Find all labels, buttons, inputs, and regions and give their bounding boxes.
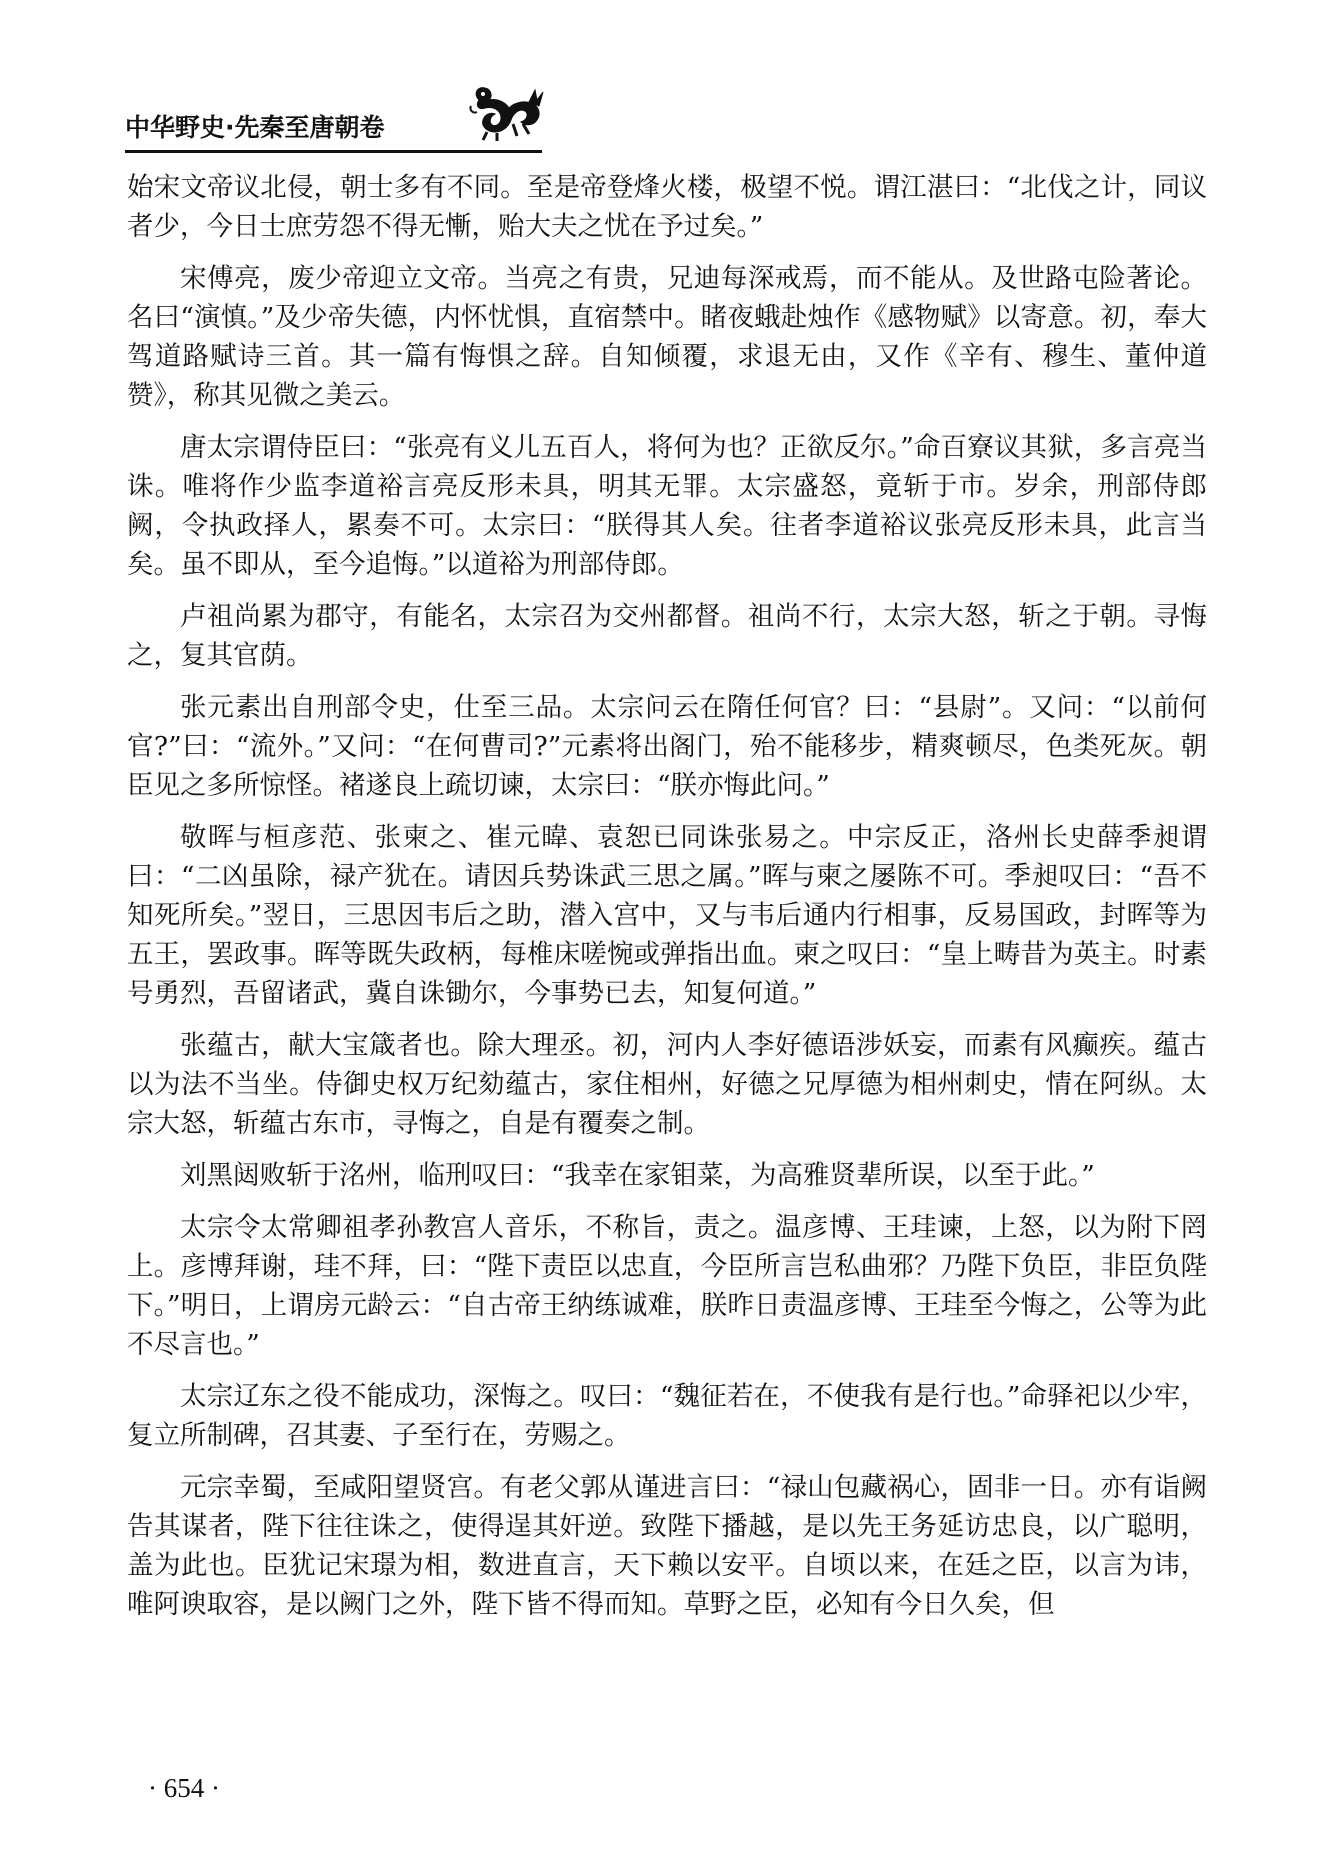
paragraph: 宋傅亮，废少帝迎立文帝。当亮之有贵，兄迪每深戒焉，而不能从。及世路屯险著论。名曰“演慎。”及少帝失德，内怀忧惧，直宿禁中。睹夜蛾赴烛作《感物赋》以寄意。初，奉大驾道路赋诗三首。其一篇有悔惧之辞。自知倾覆，求退无由，又作《辛有、穆生、董仲道赞》，称其见微之美云。 (127, 263, 1207, 411)
paragraph: 刘黑闼败斩于洺州，临刑叹曰：“我幸在家钼菜，为高雅贤辈所误，以至于此。” (180, 1160, 1095, 1191)
book-title: 中华野史·先秦至唐朝卷 (125, 113, 385, 142)
paragraph: 张蕴古，献大宝箴者也。除大理丞。初，河内人李好德语涉妖妄，而素有风癫疾。蕴古以为法不当坐。侍御史权万纪劾蕴古，家住相州，好德之兄厚德为相州刺史，情在阿纵。太宗大怒，斩蕴古东市，寻悔之，自是有覆奏之制。 (127, 1030, 1207, 1139)
paragraph: 元宗幸蜀，至咸阳望贤宫。有老父郭从谨进言曰：“禄山包藏祸心，固非一日。亦有诣阙告其谋者，陛下往往诛之，使得逞其奸逆。致陛下播越，是以先王务延访忠良，以广聪明，盖为此也。臣犹记宋璟为相，数进直言，天下赖以安平。自顷以来，在廷之臣，以言为讳，唯阿谀取容，是以阙门之外，陛下皆不得而知。草野之臣，必知有今日久矣，但 (127, 1472, 1207, 1620)
paragraph: 唐太宗谓侍臣曰：“张亮有义儿五百人，将何为也？正欲反尔。”命百寮议其狱，多言亮当诛。唯将作少监李道裕言亮反形未具，明其无罪。太宗盛怒，竟斩于市。岁余，刑部侍郎阙，令执政择人，累奏不可。太宗曰：“朕得其人矣。往者李道裕议张亮反形未具，此言当矣。虽不即从，至今追悔。”以道裕为刑部侍郎。 (127, 432, 1207, 580)
page-number: · 654 · (148, 1773, 220, 1803)
paragraph: 张元素出自刑部令史，仕至三品。太宗问云在隋任何官？曰：“县尉”。又问：“以前何官?”曰：“流外。”又问：“在何曹司?”元素将出阁门，殆不能移步，精爽顿尽，色类死灰。朝臣见之多所惊怪。褚遂良上疏切谏，太宗曰：“朕亦悔此问。” (127, 692, 1207, 801)
running-header (125, 80, 545, 150)
paragraph: 太宗令太常卿祖孝孙教宫人音乐，不称旨，责之。温彦博、王珪谏，上怒，以为附下罔上。彦博拜谢，珪不拜，曰：“陛下责臣以忠直，今臣所言岂私曲邪？乃陛下负臣，非臣负陛下。”明日，上谓房元龄云：“自古帝王纳练诚难，朕昨日责温彦博、王珪至今悔之，公等为此不尽言也。” (127, 1212, 1207, 1360)
paragraph: 卢祖尚累为郡守，有能名，太宗召为交州都督。祖尚不行，太宗大怒，斩之于朝。寻悔之，复其官荫。 (127, 601, 1207, 671)
paragraph: 敬晖与桓彦范、张柬之、崔元暐、袁恕已同诛张易之。中宗反正，洛州长史薛季昶谓曰：“二凶虽除，禄产犹在。请因兵势诛武三思之属。”晖与柬之屡陈不可。季昶叹曰：“吾不知死所矣。”翌日，三思因韦后之助，潜入宫中，又与韦后通内行相事，反易国政，封晖等为五王，罢政事。晖等既失政柄，每椎床嗟惋或弹指出血。柬之叹曰：“皇上畴昔为英主。时素号勇烈，吾留诸武，冀自诛锄尔，今事势已去，知复何道。” (127, 822, 1207, 1009)
paragraph: 始宋文帝议北侵，朝士多有不同。至是帝登烽火楼，极望不悦。谓江湛曰：“北伐之计，同议者少，今日士庶劳怨不得无慚，贻大夫之忧在予过矣。” (127, 172, 1207, 242)
header-rule (125, 150, 542, 153)
dragon-emblem-icon (467, 80, 547, 142)
paragraph: 太宗辽东之役不能成功，深悔之。叹曰：“魏征若在，不使我有是行也。”命驿祀以少牢，复立所制碑，召其妻、子至行在，劳赐之。 (127, 1381, 1207, 1451)
body-text (127, 168, 1207, 1637)
